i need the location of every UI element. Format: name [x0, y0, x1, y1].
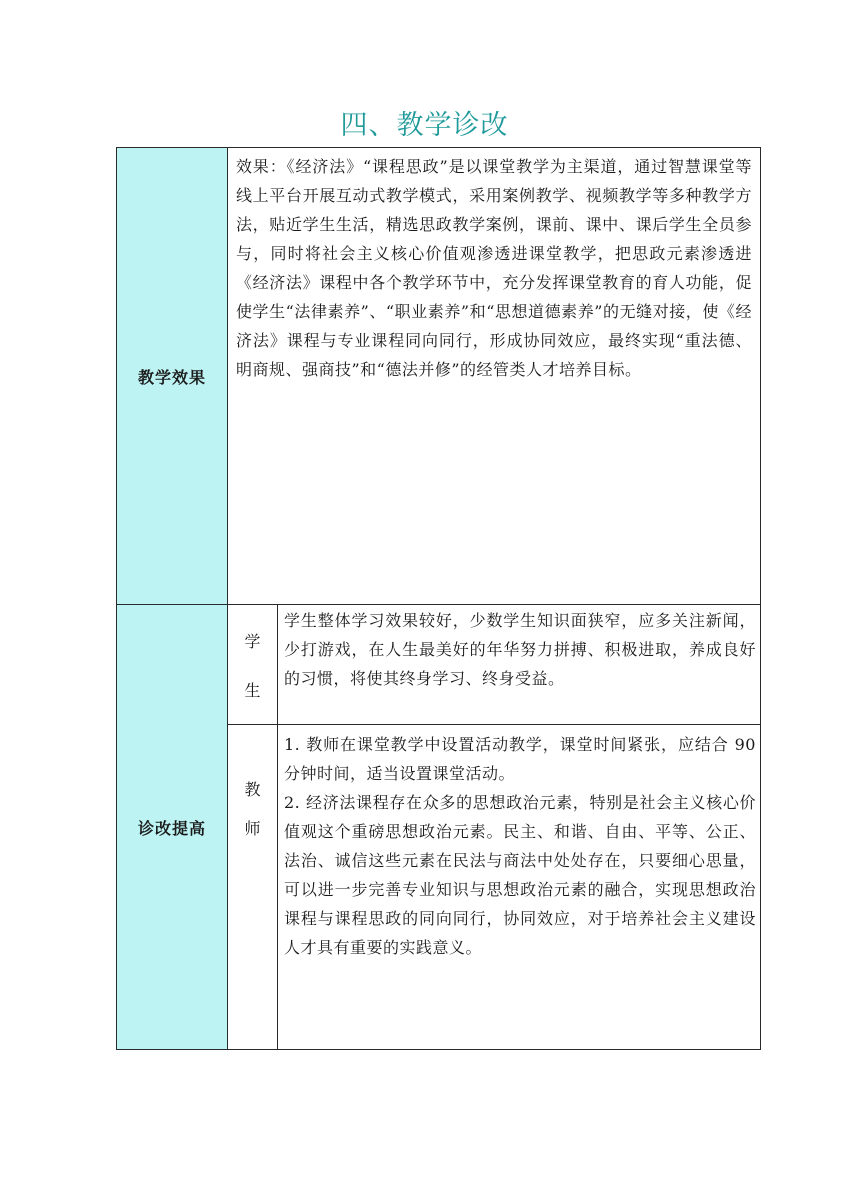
- label-column-divider: [227, 148, 228, 1049]
- sub-row-divider: [228, 724, 760, 725]
- teacher-label: [244, 777, 260, 1049]
- effect-label-cell: [117, 148, 227, 604]
- student-label-char-2: 生: [244, 680, 261, 700]
- teacher-item-2: 2. 经济法课程存在众多的思想政治元素，特别是社会主义核心价值观这个重磅思想政治元素。民主、和谐、自由、平等、公正、法治、诚信这些元素在民法与商法中处处存在，只要细心思量，可以进一步完善专业知识与思想政治元素的融合，实现思想政治课程与课程思政的同向同行，协同效应，对于培养社会主义建设人才具有重要的实践意义。: [284, 793, 756, 957]
- teacher-label-char-1: 教: [244, 780, 261, 799]
- teacher-label-cell: [228, 725, 277, 1049]
- effect-content: 效果：《经济法》“课程思政”是以课堂教学为主渠道，通过智慧课堂等线上平台开展互动式教学模式，采用案例教学、视频教学等多种教学方法，贴近学生生活，精选思政教学案例，课前、课中、课后学生全员参与，同时将社会主义核心价值观渗透进课堂教学，把思政元素渗透进《经济法》课程中各个教学环节中，充分发挥课堂教育的育人功能，促使学生“法律素养”、“职业素养”和“思想道德素养”的无缝对接，使《经济法》课程与专业课程同向同行，形成协同效应，最终实现“重法德、明商规、强商技”和“德法并修”的经管类人才培养目标。: [236, 157, 752, 379]
- teacher-content-cell: [278, 730, 760, 1030]
- student-label-cell: [228, 605, 277, 724]
- student-content: 学生整体学习效果较好，少数学生知识面狭窄，应多关注新闻，少打游戏，在人生最美好的年华努力拼搏、积极进取，养成良好的习惯，将使其终身学习、终身受益。: [284, 611, 756, 688]
- student-label: [244, 629, 260, 701]
- sub-label-divider: [277, 604, 278, 1049]
- effect-content-cell: [228, 152, 756, 592]
- teacher-label-char-2: 师: [244, 819, 261, 838]
- diagnosis-table: [116, 147, 761, 1050]
- improve-label: 诊改提高: [137, 818, 206, 838]
- student-label-char-1: 学: [244, 631, 261, 651]
- page-title: 四、教学诊改: [340, 110, 509, 141]
- row-divider: [117, 604, 760, 605]
- student-content-cell: [278, 606, 760, 724]
- improve-label-cell: [117, 605, 227, 1049]
- effect-label: 教学效果: [137, 367, 206, 387]
- teacher-item-1: 1. 教师在课堂教学中设置活动教学，课堂时间紧张，应结合 90 分钟时间，适当设置课堂活动。: [284, 735, 756, 783]
